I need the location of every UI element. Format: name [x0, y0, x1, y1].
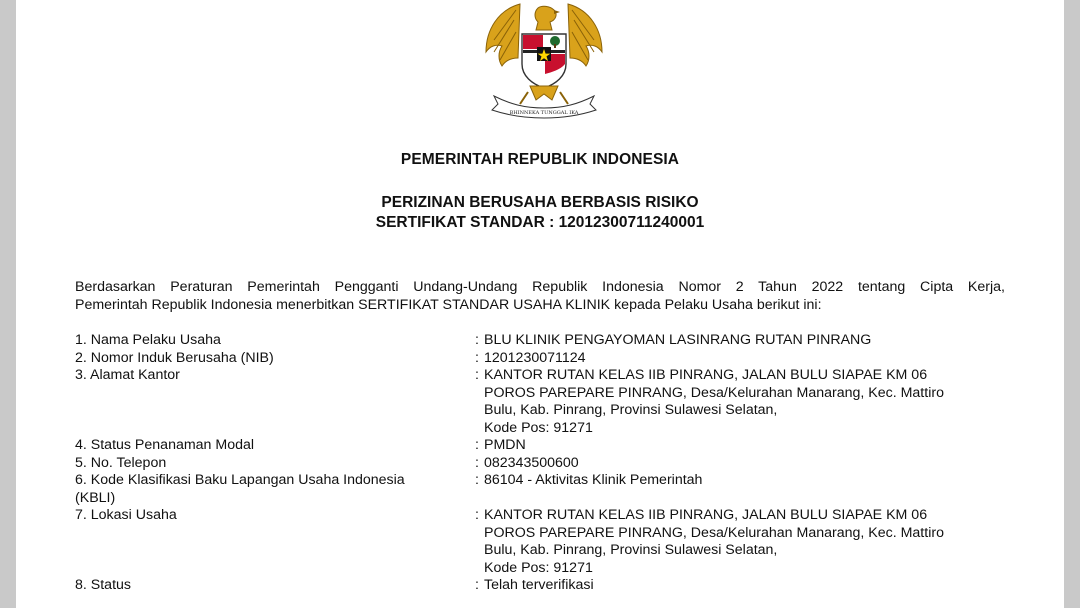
field-value: KANTOR RUTAN KELAS IIB PINRANG, JALAN BULU SIAPAE KM 06 POROS PAREPARE PINRANG, Desa/Kelurahan Manarang, Kec. Mattiro Bulu, Kab. Pinrang, Provinsi Sulawesi Selatan, Kode Pos: 91271: [484, 507, 944, 576]
intro-line-2: Pemerintah Republik Indonesia menerbitkan SERTIFIKAT STANDAR USAHA KLINIK kepada Pelaku Usaha berikut ini:: [75, 297, 822, 313]
field-colon: :: [475, 577, 479, 593]
field-label: 3. Alamat Kantor: [75, 367, 180, 383]
field-label: 1. Nama Pelaku Usaha: [75, 332, 221, 348]
certificate-page: [16, 0, 1064, 608]
field-value: KANTOR RUTAN KELAS IIB PINRANG, JALAN BULU SIAPAE KM 06 POROS PAREPARE PINRANG, Desa/Kelurahan Manarang, Kec. Mattiro Bulu, Kab. Pinrang, Provinsi Sulawesi Selatan, Kode Pos: 91271: [484, 367, 944, 436]
field-value: PMDN: [484, 437, 526, 453]
document-title: [16, 193, 1064, 233]
field-colon: :: [475, 437, 479, 453]
field-value: 1201230071124: [484, 349, 586, 366]
field-colon: :: [475, 349, 479, 366]
permit-title: PERIZINAN BERUSAHA BERBASIS RISIKO: [381, 194, 699, 211]
field-row-status: [75, 577, 1035, 595]
field-row-status-modal: [75, 437, 1035, 455]
intro-paragraph: [75, 278, 1005, 314]
garuda-pancasila-emblem-icon: [480, 0, 608, 126]
field-row-alamat: [75, 367, 1035, 437]
field-colon: :: [475, 472, 479, 488]
field-colon: :: [475, 332, 479, 348]
field-label: 2. Nomor Induk Berusaha (NIB): [75, 349, 274, 366]
field-row-kbli: [75, 472, 1035, 507]
field-colon: :: [475, 507, 479, 523]
field-value: 082343500600: [484, 454, 579, 471]
field-value: BLU KLINIK PENGAYOMAN LASINRANG RUTAN PINRANG: [484, 332, 872, 348]
field-label: 8. Status: [75, 577, 131, 593]
intro-line-1: Berdasarkan Peraturan Pemerintah Pengganti Undang-Undang Republik Indonesia Nomor 2 Tahun 2022 tentang Cipta Kerja,: [75, 279, 1005, 295]
field-label: 5. No. Telepon: [75, 454, 167, 471]
field-row-nib: [75, 350, 1035, 368]
field-value: 86104 - Aktivitas Klinik Pemerintah: [484, 472, 703, 488]
field-colon: :: [475, 367, 479, 383]
field-colon: :: [475, 454, 479, 471]
emblem-motto: BHINNEKA TUNGGAL IKA: [509, 110, 579, 116]
government-heading: PEMERINTAH REPUBLIK INDONESIA: [400, 151, 680, 168]
field-label: 6. Kode Klasifikasi Baku Lapangan Usaha Indonesia (KBLI): [75, 472, 405, 506]
field-row-lokasi: [75, 507, 1035, 577]
field-row-telepon: [75, 455, 1035, 473]
field-value: Telah terverifikasi: [484, 577, 594, 593]
field-label: 4. Status Penanaman Modal: [75, 437, 255, 453]
business-details-list: [75, 332, 1035, 595]
certificate-number: SERTIFIKAT STANDAR : 12012300711240001: [375, 214, 705, 231]
field-row-nama: [75, 332, 1035, 350]
field-label: 7. Lokasi Usaha: [75, 507, 177, 523]
